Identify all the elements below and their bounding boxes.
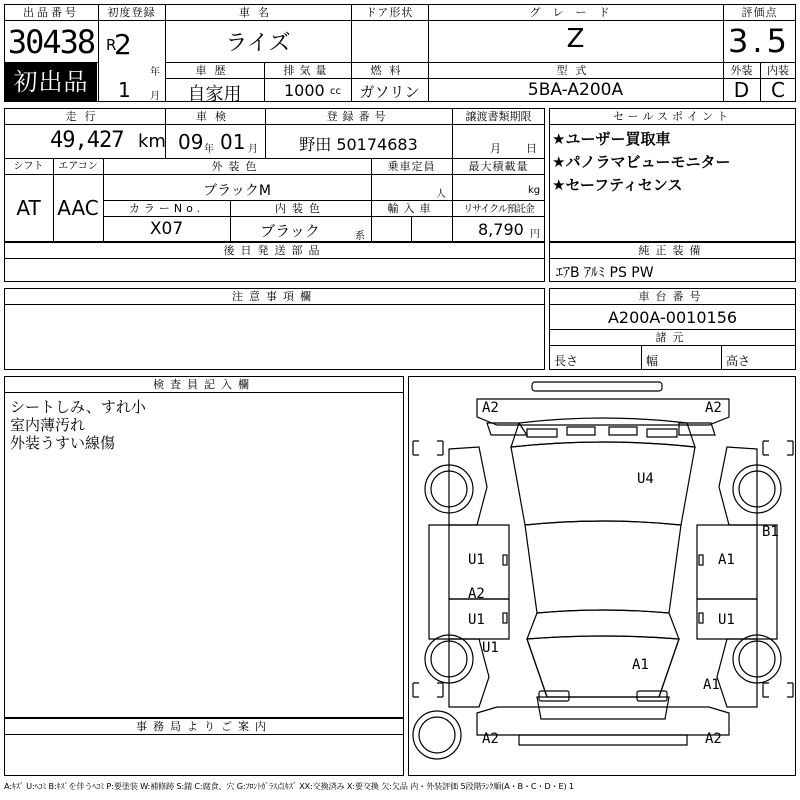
- ext-color-label: 外装色: [211, 160, 263, 173]
- chassis-value: A200A-0010156: [607, 308, 738, 327]
- diagram-mark: A2: [482, 731, 499, 747]
- recycle-unit: 円: [530, 229, 540, 240]
- diagram-mark: U1: [468, 612, 485, 628]
- displacement-label: 排気量: [283, 64, 332, 77]
- car-name: ライズ: [225, 31, 291, 56]
- displacement-value: 1000: [284, 81, 325, 100]
- shift-label: シフト: [13, 161, 44, 172]
- diagram-mark: A2: [705, 731, 722, 747]
- diagram-mark: A1: [703, 677, 720, 693]
- history-value: 自家用: [187, 84, 242, 105]
- notes-label: 注意事項欄: [232, 290, 317, 303]
- chassis-label: 車台番号: [638, 290, 707, 303]
- transfer-month-unit: 月: [490, 142, 501, 155]
- model-code-label: 型式: [556, 64, 595, 77]
- model-code-value: 5BA-A200A: [527, 80, 624, 100]
- int-grade-value: C: [771, 78, 785, 102]
- first-reg-year-unit: 年: [150, 67, 160, 78]
- diagram-mark: A2: [482, 400, 499, 416]
- legend-text: A:ｷｽﾞ U:ﾍｺﾐ B:ｷｽﾞを伴うﾍｺﾐ P:要塗装 W:補修跡 S:錆 C:腐食、穴 G:ﾌﾛﾝﾄｶﾞﾗｽ点ｷｽﾞ XX:交換済み X:要交換 欠:欠品 内・外装評価 5段階ﾗﾝｸ順(A・B・C・D・E) 1: [4, 781, 574, 791]
- inspector-line-1: シートしみ、すれ小: [10, 398, 146, 416]
- first-reg-month: 1: [118, 78, 131, 102]
- recycle-value: 8,790: [478, 220, 524, 239]
- ext-grade-value: D: [733, 78, 750, 102]
- grade-value: Z: [566, 24, 585, 54]
- dimension-length-label: 長さ: [554, 354, 579, 368]
- ext-color-value: ブラックM: [203, 183, 271, 199]
- diagram-mark: B1: [762, 524, 779, 540]
- import-label: 輸入車: [387, 202, 436, 215]
- dimension-width-label: 幅: [646, 354, 659, 368]
- int-grade-label: 内装: [767, 64, 789, 77]
- inspection-label: 車検: [196, 110, 234, 123]
- color-no-label: カラーNo.: [128, 202, 205, 215]
- inspection-month-unit: 月: [248, 144, 258, 155]
- color-no-value: X07: [149, 219, 184, 239]
- mileage-label: 走行: [65, 110, 104, 123]
- max-load-unit: kg: [528, 185, 541, 196]
- diagram-mark: A1: [718, 552, 735, 568]
- sales-point-1: ★ユーザー買取車: [552, 130, 671, 148]
- sales-point-3: ★セーフティセンス: [552, 176, 683, 194]
- lot-number: 30438: [7, 23, 95, 61]
- capacity-label: 乗車定員: [387, 160, 436, 173]
- diagram-mark: A2: [705, 400, 722, 416]
- diagram-mark: A1: [632, 657, 649, 673]
- first-reg-year: 2: [114, 28, 132, 61]
- office-label: 事務局よりご案内: [136, 720, 272, 733]
- diagram-mark: U1: [482, 640, 499, 656]
- dimension-height-label: 高さ: [726, 354, 751, 368]
- lot-label: 出品番号: [23, 6, 79, 19]
- aircon-value: AAC: [57, 196, 99, 220]
- car-name-label: 車名: [239, 6, 277, 19]
- recycle-label: リサイクル預託金: [463, 204, 534, 215]
- mileage-value: 49,427: [50, 128, 124, 153]
- inspector-line-2: 室内薄汚れ: [10, 416, 86, 434]
- inspector-label: 検査員記入欄: [153, 378, 255, 391]
- diagram-mark: U4: [637, 471, 654, 487]
- equipment-label: 純正装備: [638, 244, 707, 257]
- sales-point-2: ★パノラマビューモニター: [552, 153, 731, 171]
- shift-value: AT: [16, 196, 41, 220]
- first-time-badge: 初出品: [5, 63, 97, 101]
- history-label: 車歴: [195, 64, 234, 77]
- inspector-line-3: 外装うすい線傷: [10, 434, 116, 452]
- capacity-unit: 人: [436, 189, 446, 200]
- dimensions-label: 諸元: [655, 331, 690, 344]
- max-load-label: 最大積載量: [468, 160, 529, 173]
- first-reg-label: 初度登録: [107, 6, 156, 19]
- mileage-unit: km: [138, 131, 166, 152]
- inspection-year-unit: 年: [204, 144, 214, 155]
- reg-number-value: 野田 50174683: [299, 135, 418, 154]
- score-label: 評価点: [741, 6, 778, 19]
- first-reg-month-unit: 月: [150, 91, 160, 102]
- transfer-deadline-label: 譲渡書類期限: [465, 110, 532, 123]
- score-value: 3.5: [728, 22, 791, 60]
- fuel-value: ガソリン: [359, 83, 420, 101]
- ext-grade-label: 外装: [730, 64, 753, 77]
- diagram-mark: U1: [468, 552, 485, 568]
- car-diagram-section: [408, 376, 796, 776]
- aircon-label: エアコン: [58, 161, 98, 172]
- diagram-mark: U1: [718, 612, 735, 628]
- fuel-label: 燃料: [370, 64, 409, 77]
- int-color-label: 内装色: [275, 202, 326, 215]
- sales-points-label: セールスポイント: [612, 110, 732, 123]
- door-label: ドア形状: [365, 6, 414, 19]
- diagram-mark: A2: [468, 586, 485, 602]
- first-reg-era: R: [106, 36, 117, 54]
- reg-number-label: 登録番号: [326, 110, 391, 123]
- inspection-month: 01: [220, 130, 246, 154]
- equipment-value: ｴｱB ｱﾙﾐ PS PW: [556, 265, 654, 281]
- car-diagram: [409, 377, 797, 777]
- int-color-suffix: 系: [355, 231, 365, 242]
- later-parts-label: 後日発送部品: [223, 244, 326, 257]
- int-color-value: ブラック: [260, 222, 320, 240]
- inspection-year: 09: [178, 130, 204, 154]
- displacement-unit: cc: [330, 86, 341, 97]
- grade-label: グレード: [529, 6, 622, 19]
- transfer-day-unit: 日: [526, 142, 537, 155]
